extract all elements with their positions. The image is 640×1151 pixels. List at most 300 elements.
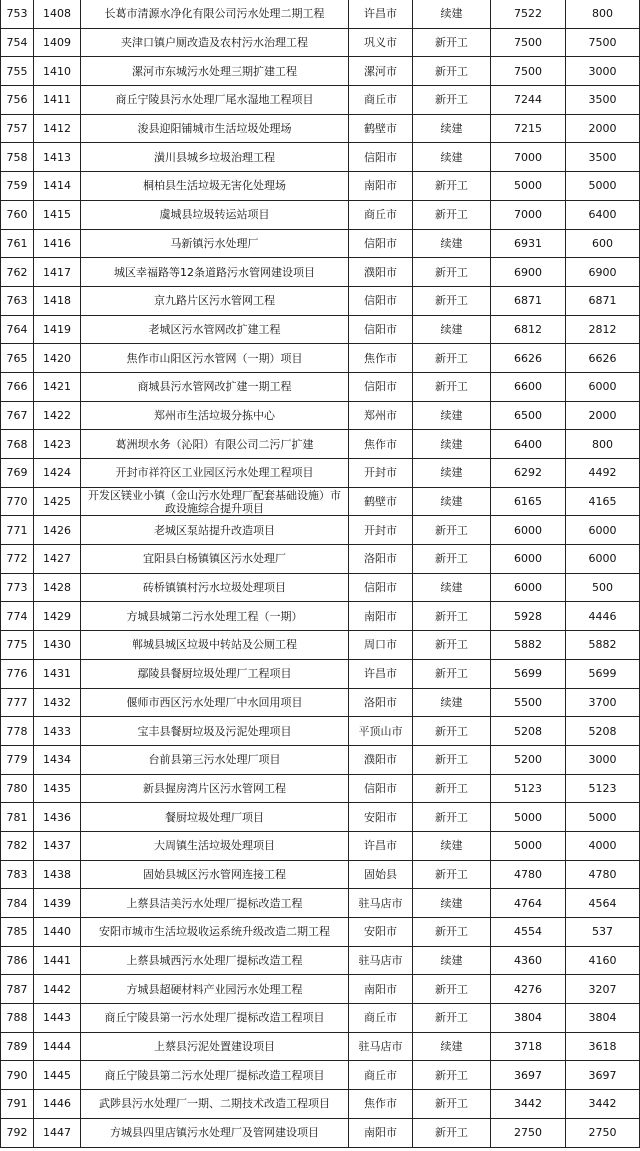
project-name-cell: 上蔡县污泥处置建设项目 [81,1032,349,1061]
code-cell: 1443 [34,1004,81,1033]
seq-cell: 772 [1,545,34,574]
code-cell: 1441 [34,946,81,975]
annual-investment-cell: 6000 [566,545,640,574]
table-row [1,459,640,488]
city-cell: 商丘市 [349,200,413,229]
annual-investment-cell: 4492 [566,459,640,488]
project-name-cell: 桐柏县生活垃圾无害化处理场 [81,172,349,201]
status-cell: 新开工 [413,545,491,574]
project-name-cell: 偃师市西区污水处理厂中水回用项目 [81,688,349,717]
status-cell: 新开工 [413,745,491,774]
status-cell: 续建 [413,889,491,918]
total-investment-cell: 5123 [491,774,566,803]
code-cell: 1412 [34,114,81,143]
table-row [1,28,640,57]
seq-cell: 776 [1,659,34,688]
status-cell: 新开工 [413,860,491,889]
seq-cell: 792 [1,1118,34,1147]
project-name-cell: 葛洲坝水务（沁阳）有限公司二污厂扩建 [81,430,349,459]
total-investment-cell: 6900 [491,258,566,287]
total-investment-cell: 6812 [491,315,566,344]
annual-investment-cell: 6000 [566,372,640,401]
code-cell: 1445 [34,1061,81,1090]
status-cell: 新开工 [413,200,491,229]
table-row [1,143,640,172]
city-cell: 南阳市 [349,172,413,201]
table-row [1,114,640,143]
annual-investment-cell: 4446 [566,602,640,631]
table-row [1,975,640,1004]
city-cell: 开封市 [349,516,413,545]
project-name-cell: 餐厨垃圾处理厂项目 [81,803,349,832]
seq-cell: 777 [1,688,34,717]
seq-cell: 765 [1,344,34,373]
total-investment-cell: 5208 [491,717,566,746]
code-cell: 1442 [34,975,81,1004]
seq-cell: 771 [1,516,34,545]
code-cell: 1409 [34,28,81,57]
annual-investment-cell: 3000 [566,745,640,774]
city-cell: 信阳市 [349,573,413,602]
table-row [1,344,640,373]
table-row [1,545,640,574]
seq-cell: 790 [1,1061,34,1090]
table-row [1,258,640,287]
project-name-cell: 老城区污水管网改扩建工程 [81,315,349,344]
total-investment-cell: 6600 [491,372,566,401]
total-investment-cell: 7244 [491,86,566,115]
table-row [1,1061,640,1090]
status-cell: 新开工 [413,286,491,315]
annual-investment-cell: 5208 [566,717,640,746]
city-cell: 周口市 [349,631,413,660]
status-cell: 新开工 [413,1004,491,1033]
table-row [1,229,640,258]
table-row [1,717,640,746]
city-cell: 平顶山市 [349,717,413,746]
seq-cell: 781 [1,803,34,832]
city-cell: 商丘市 [349,1004,413,1033]
code-cell: 1444 [34,1032,81,1061]
total-investment-cell: 7500 [491,28,566,57]
project-name-cell: 潢川县城乡垃圾治理工程 [81,143,349,172]
status-cell: 新开工 [413,344,491,373]
code-cell: 1428 [34,573,81,602]
total-investment-cell: 3442 [491,1090,566,1119]
annual-investment-cell: 5000 [566,803,640,832]
total-investment-cell: 4764 [491,889,566,918]
seq-cell: 763 [1,286,34,315]
table-row [1,803,640,832]
status-cell: 新开工 [413,717,491,746]
city-cell: 洛阳市 [349,688,413,717]
city-cell: 固始县 [349,860,413,889]
seq-cell: 760 [1,200,34,229]
status-cell: 新开工 [413,1118,491,1147]
code-cell: 1446 [34,1090,81,1119]
table-row [1,86,640,115]
city-cell: 巩义市 [349,28,413,57]
project-name-cell: 商城县污水管网改扩建一期工程 [81,372,349,401]
total-investment-cell: 2750 [491,1118,566,1147]
code-cell: 1423 [34,430,81,459]
seq-cell: 783 [1,860,34,889]
total-investment-cell: 4554 [491,918,566,947]
project-name-cell: 固始县城区污水管网连接工程 [81,860,349,889]
seq-cell: 778 [1,717,34,746]
code-cell: 1432 [34,688,81,717]
city-cell: 信阳市 [349,143,413,172]
table-row [1,602,640,631]
status-cell: 新开工 [413,258,491,287]
seq-cell: 784 [1,889,34,918]
seq-cell: 762 [1,258,34,287]
seq-cell: 759 [1,172,34,201]
table-row [1,200,640,229]
table-row [1,0,640,28]
project-name-cell: 上蔡县城西污水处理厂提标改造工程 [81,946,349,975]
seq-cell: 774 [1,602,34,631]
total-investment-cell: 6165 [491,487,566,516]
total-investment-cell: 7215 [491,114,566,143]
total-investment-cell: 3804 [491,1004,566,1033]
project-name-cell: 武陟县污水处理厂一期、二期技术改造工程项目 [81,1090,349,1119]
code-cell: 1416 [34,229,81,258]
total-investment-cell: 6000 [491,573,566,602]
code-cell: 1436 [34,803,81,832]
project-name-cell: 郸城县城区垃圾中转站及公厕工程 [81,631,349,660]
status-cell: 续建 [413,1032,491,1061]
code-cell: 1424 [34,459,81,488]
code-cell: 1435 [34,774,81,803]
table-row [1,831,640,860]
table-row [1,57,640,86]
seq-cell: 791 [1,1090,34,1119]
seq-cell: 775 [1,631,34,660]
seq-cell: 756 [1,86,34,115]
table-row [1,487,640,516]
code-cell: 1447 [34,1118,81,1147]
project-name-cell: 商丘宁陵县第二污水处理厂提标改造工程项目 [81,1061,349,1090]
city-cell: 许昌市 [349,831,413,860]
status-cell: 续建 [413,573,491,602]
status-cell: 新开工 [413,975,491,1004]
city-cell: 南阳市 [349,602,413,631]
project-name-cell: 城区幸福路等12条道路污水管网建设项目 [81,258,349,287]
status-cell: 续建 [413,430,491,459]
code-cell: 1440 [34,918,81,947]
project-name-cell: 宜阳县白杨镇镇区污水处理厂 [81,545,349,574]
seq-cell: 757 [1,114,34,143]
seq-cell: 764 [1,315,34,344]
total-investment-cell: 7000 [491,200,566,229]
city-cell: 信阳市 [349,229,413,258]
seq-cell: 782 [1,831,34,860]
code-cell: 1439 [34,889,81,918]
total-investment-cell: 6626 [491,344,566,373]
status-cell: 续建 [413,114,491,143]
table-row [1,573,640,602]
city-cell: 濮阳市 [349,745,413,774]
project-name-cell: 方城县超硬材料产业园污水处理工程 [81,975,349,1004]
total-investment-cell: 7000 [491,143,566,172]
status-cell: 续建 [413,946,491,975]
city-cell: 信阳市 [349,315,413,344]
table-row [1,659,640,688]
status-cell: 新开工 [413,918,491,947]
table-row [1,172,640,201]
project-name-cell: 虞城县垃圾转运站项目 [81,200,349,229]
seq-cell: 788 [1,1004,34,1033]
total-investment-cell: 5000 [491,803,566,832]
city-cell: 濮阳市 [349,258,413,287]
total-investment-cell: 6400 [491,430,566,459]
table-row [1,1004,640,1033]
seq-cell: 758 [1,143,34,172]
total-investment-cell: 6500 [491,401,566,430]
project-name-cell: 马新镇污水处理厂 [81,229,349,258]
project-name-cell: 商丘宁陵县污水处理厂尾水湿地工程项目 [81,86,349,115]
total-investment-cell: 7522 [491,0,566,28]
seq-cell: 761 [1,229,34,258]
code-cell: 1415 [34,200,81,229]
annual-investment-cell: 3804 [566,1004,640,1033]
seq-cell: 787 [1,975,34,1004]
seq-cell: 789 [1,1032,34,1061]
status-cell: 续建 [413,315,491,344]
annual-investment-cell: 537 [566,918,640,947]
project-name-cell: 浚县迎阳铺城市生活垃圾处理场 [81,114,349,143]
table-row [1,889,640,918]
status-cell: 续建 [413,229,491,258]
annual-investment-cell: 5000 [566,172,640,201]
city-cell: 驻马店市 [349,1032,413,1061]
table-row [1,516,640,545]
project-name-cell: 开封市祥符区工业园区污水处理工程项目 [81,459,349,488]
project-name-cell: 安阳市城市生活垃圾收运系统升级改造二期工程 [81,918,349,947]
code-cell: 1413 [34,143,81,172]
status-cell: 新开工 [413,803,491,832]
annual-investment-cell: 2812 [566,315,640,344]
seq-cell: 785 [1,918,34,947]
code-cell: 1437 [34,831,81,860]
city-cell: 信阳市 [349,286,413,315]
project-name-cell: 砖桥镇镇村污水垃圾处理项目 [81,573,349,602]
seq-cell: 779 [1,745,34,774]
status-cell: 新开工 [413,172,491,201]
seq-cell: 766 [1,372,34,401]
city-cell: 商丘市 [349,1061,413,1090]
city-cell: 焦作市 [349,1090,413,1119]
annual-investment-cell: 5699 [566,659,640,688]
project-name-cell: 方城县四里店镇污水处理厂及管网建设项目 [81,1118,349,1147]
city-cell: 信阳市 [349,372,413,401]
code-cell: 1434 [34,745,81,774]
status-cell: 新开工 [413,57,491,86]
annual-investment-cell: 800 [566,0,640,28]
annual-investment-cell: 5882 [566,631,640,660]
status-cell: 新开工 [413,602,491,631]
city-cell: 许昌市 [349,659,413,688]
annual-investment-cell: 500 [566,573,640,602]
total-investment-cell: 7500 [491,57,566,86]
project-name-cell: 京九路片区污水管网工程 [81,286,349,315]
status-cell: 新开工 [413,774,491,803]
city-cell: 鹤壁市 [349,487,413,516]
project-name-cell: 开发区镁业小镇（金山污水处理厂配套基础设施）市政设施综合提升项目 [81,487,349,516]
seq-cell: 769 [1,459,34,488]
project-name-cell: 宝丰县餐厨垃圾及污泥处理项目 [81,717,349,746]
table-row [1,918,640,947]
city-cell: 安阳市 [349,803,413,832]
city-cell: 洛阳市 [349,545,413,574]
annual-investment-cell: 4780 [566,860,640,889]
annual-investment-cell: 6626 [566,344,640,373]
total-investment-cell: 5000 [491,172,566,201]
status-cell: 续建 [413,459,491,488]
total-investment-cell: 3697 [491,1061,566,1090]
annual-investment-cell: 800 [566,430,640,459]
status-cell: 新开工 [413,1090,491,1119]
table-row [1,286,640,315]
annual-investment-cell: 4165 [566,487,640,516]
annual-investment-cell: 3697 [566,1061,640,1090]
annual-investment-cell: 3207 [566,975,640,1004]
table-row [1,1090,640,1119]
seq-cell: 767 [1,401,34,430]
annual-investment-cell: 3500 [566,143,640,172]
city-cell: 南阳市 [349,1118,413,1147]
code-cell: 1417 [34,258,81,287]
total-investment-cell: 4276 [491,975,566,1004]
city-cell: 焦作市 [349,344,413,373]
seq-cell: 755 [1,57,34,86]
code-cell: 1418 [34,286,81,315]
city-cell: 驻马店市 [349,946,413,975]
table-row [1,631,640,660]
city-cell: 驻马店市 [349,889,413,918]
seq-cell: 786 [1,946,34,975]
project-name-cell: 大周镇生活垃圾处理项目 [81,831,349,860]
total-investment-cell: 6931 [491,229,566,258]
total-investment-cell: 3718 [491,1032,566,1061]
annual-investment-cell: 6900 [566,258,640,287]
code-cell: 1421 [34,372,81,401]
code-cell: 1411 [34,86,81,115]
city-cell: 南阳市 [349,975,413,1004]
code-cell: 1414 [34,172,81,201]
status-cell: 新开工 [413,372,491,401]
total-investment-cell: 5200 [491,745,566,774]
total-investment-cell: 5500 [491,688,566,717]
table-row [1,401,640,430]
seq-cell: 768 [1,430,34,459]
table-row [1,946,640,975]
annual-investment-cell: 3700 [566,688,640,717]
annual-investment-cell: 5123 [566,774,640,803]
seq-cell: 773 [1,573,34,602]
annual-investment-cell: 2000 [566,114,640,143]
city-cell: 鹤壁市 [349,114,413,143]
table-row [1,1118,640,1147]
annual-investment-cell: 6400 [566,200,640,229]
table-row [1,372,640,401]
total-investment-cell: 4360 [491,946,566,975]
annual-investment-cell: 6871 [566,286,640,315]
project-name-cell: 方城县城第二污水处理工程（一期） [81,602,349,631]
code-cell: 1427 [34,545,81,574]
status-cell: 续建 [413,143,491,172]
status-cell: 续建 [413,831,491,860]
project-name-cell: 鄢陵县餐厨垃圾处理厂工程项目 [81,659,349,688]
project-name-cell: 长葛市清源水净化有限公司污水处理二期工程 [81,0,349,28]
city-cell: 郑州市 [349,401,413,430]
seq-cell: 753 [1,0,34,28]
project-name-cell: 台前县第三污水处理厂项目 [81,745,349,774]
annual-investment-cell: 4160 [566,946,640,975]
total-investment-cell: 6000 [491,516,566,545]
project-name-cell: 老城区泵站提升改造项目 [81,516,349,545]
annual-investment-cell: 2750 [566,1118,640,1147]
city-cell: 许昌市 [349,0,413,28]
table-row [1,774,640,803]
city-cell: 安阳市 [349,918,413,947]
total-investment-cell: 6871 [491,286,566,315]
status-cell: 续建 [413,0,491,28]
annual-investment-cell: 6000 [566,516,640,545]
seq-cell: 770 [1,487,34,516]
code-cell: 1410 [34,57,81,86]
project-name-cell: 郑州市生活垃圾分拣中心 [81,401,349,430]
code-cell: 1419 [34,315,81,344]
total-investment-cell: 5000 [491,831,566,860]
city-cell: 漯河市 [349,57,413,86]
total-investment-cell: 5699 [491,659,566,688]
table-row [1,688,640,717]
code-cell: 1408 [34,0,81,28]
status-cell: 新开工 [413,516,491,545]
annual-investment-cell: 3500 [566,86,640,115]
project-name-cell: 新县握房湾片区污水管网工程 [81,774,349,803]
project-name-cell: 商丘宁陵县第一污水处理厂提标改造工程项目 [81,1004,349,1033]
code-cell: 1426 [34,516,81,545]
code-cell: 1430 [34,631,81,660]
city-cell: 开封市 [349,459,413,488]
city-cell: 焦作市 [349,430,413,459]
annual-investment-cell: 3442 [566,1090,640,1119]
project-name-cell: 漯河市东城污水处理三期扩建工程 [81,57,349,86]
status-cell: 新开工 [413,659,491,688]
code-cell: 1438 [34,860,81,889]
table-row [1,315,640,344]
table-row [1,430,640,459]
annual-investment-cell: 7500 [566,28,640,57]
status-cell: 新开工 [413,86,491,115]
status-cell: 续建 [413,487,491,516]
code-cell: 1422 [34,401,81,430]
seq-cell: 780 [1,774,34,803]
annual-investment-cell: 3000 [566,57,640,86]
table-row [1,745,640,774]
annual-investment-cell: 4564 [566,889,640,918]
code-cell: 1429 [34,602,81,631]
annual-investment-cell: 2000 [566,401,640,430]
total-investment-cell: 4780 [491,860,566,889]
total-investment-cell: 6292 [491,459,566,488]
annual-investment-cell: 4000 [566,831,640,860]
project-name-cell: 焦作市山阳区污水管网（一期）项目 [81,344,349,373]
code-cell: 1425 [34,487,81,516]
